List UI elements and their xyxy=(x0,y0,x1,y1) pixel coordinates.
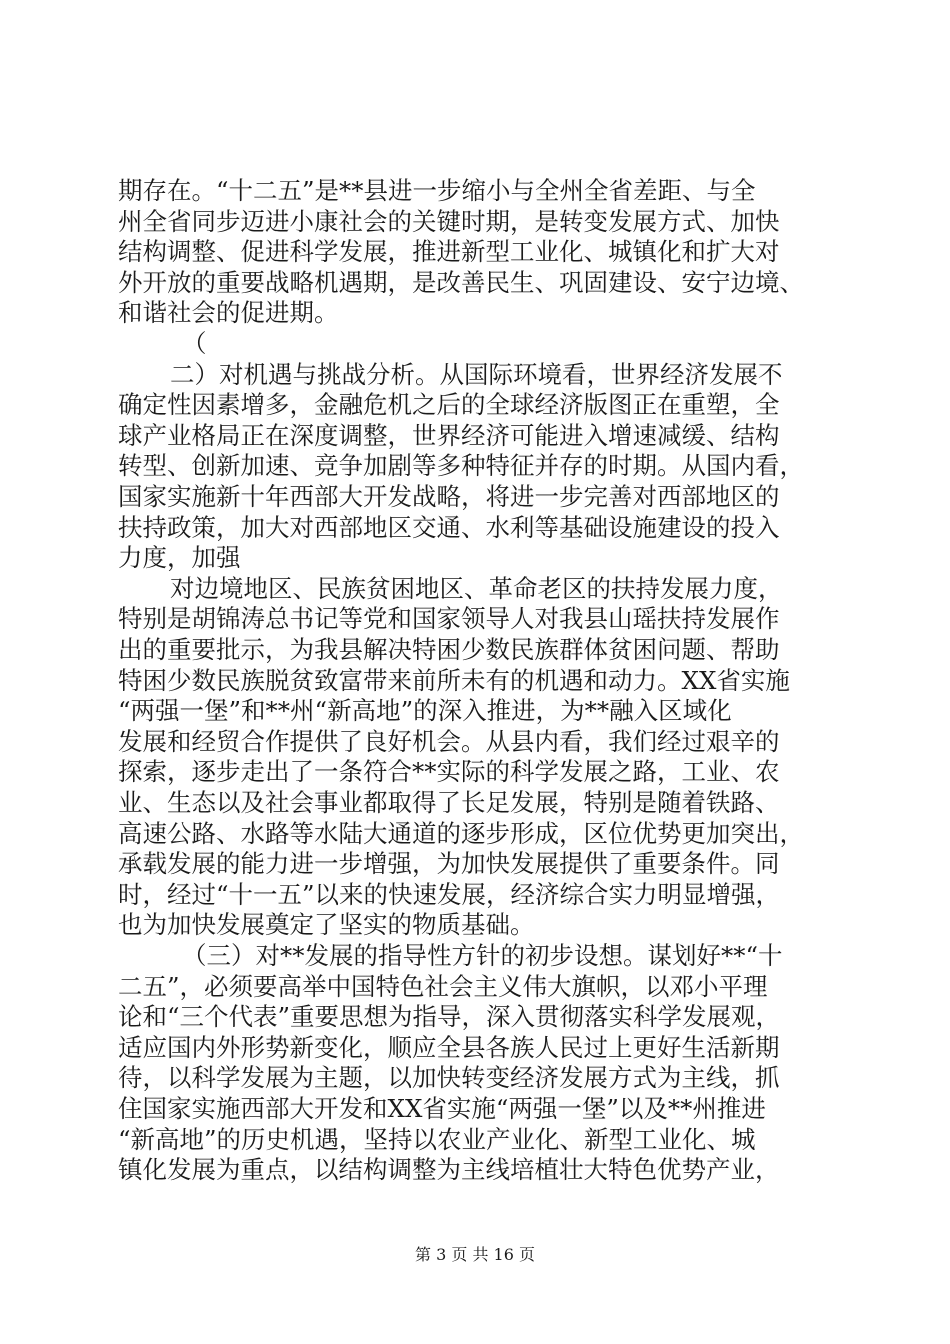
text-line: 外开放的重要战略机遇期，是改善民生、巩固建设、安宁边境、 xyxy=(118,268,804,297)
text-line: 承载发展的能力进一步增强，为加快发展提供了重要条件。同 xyxy=(118,849,780,878)
text-line: 对边境地区、民族贫困地区、革命老区的扶持发展力度， xyxy=(170,574,783,603)
text-line: 二五”，必须要高举中国特色社会主义伟大旗帜，以邓小平理 xyxy=(118,972,768,1001)
text-line: 力度，加强 xyxy=(118,543,241,572)
text-line: 论和“三个代表”重要思想为指导，深入贯彻落实科学发展观， xyxy=(118,1002,781,1031)
text-line: 州全省同步迈进小康社会的关键时期，是转变发展方式、加快 xyxy=(118,207,780,236)
text-line: “两强一堡”和**州“新高地”的深入推进，为**融入区域化 xyxy=(118,696,732,725)
text-line: 特别是胡锦涛总书记等党和国家领导人对我县山瑶扶持发展作 xyxy=(118,604,780,633)
text-line: 待，以科学发展为主题，以加快转变经济发展方式为主线，抓 xyxy=(118,1063,780,1092)
text-line: 二）对机遇与挑战分析。从国际环境看，世界经济发展不 xyxy=(170,360,783,389)
text-line: 适应国内外形势新变化，顺应全县各族人民过上更好生活新期 xyxy=(118,1033,780,1062)
text-line: 转型、创新加速、竞争加剧等多种特征并存的时期。从国内看， xyxy=(118,451,804,480)
text-line: 高速公路、水路等水陆大通道的逐步形成，区位优势更加突出， xyxy=(118,819,804,848)
text-line: 结构调整、促进科学发展，推进新型工业化、城镇化和扩大对 xyxy=(118,237,780,266)
text-line: 和谐社会的促进期。 xyxy=(118,298,339,327)
text-line: 特困少数民族脱贫致富带来前所未有的机遇和动力。XX省实施 xyxy=(118,666,790,695)
text-line: 发展和经贸合作提供了良好机会。从县内看，我们经过艰辛的 xyxy=(118,727,780,756)
text-line: “新高地”的历史机遇，坚持以农业产业化、新型工业化、城 xyxy=(118,1125,756,1154)
text-line: 确定性因素增多，金融危机之后的全球经济版图正在重塑，全 xyxy=(118,390,780,419)
text-line: 住国家实施西部大开发和XX省实施“两强一堡”以及**州推进 xyxy=(118,1094,766,1123)
text-line: （ xyxy=(182,329,207,358)
text-line: 业、生态以及社会事业都取得了长足发展，特别是随着铁路、 xyxy=(118,788,780,817)
text-line: 镇化发展为重点，以结构调整为主线培植壮大特色优势产业， xyxy=(118,1155,780,1184)
page-number-footer: 第 3 页 共 16 页 xyxy=(415,1245,535,1264)
text-line: 期存在。“十二五”是**县进一步缩小与全州全省差距、与全 xyxy=(118,176,756,205)
text-line: 探索，逐步走出了一条符合**实际的科学发展之路，工业、农 xyxy=(118,757,780,786)
text-line: 出的重要批示，为我县解决特困少数民族群体贫困问题、帮助 xyxy=(118,635,780,664)
text-line: （三）对**发展的指导性方针的初步设想。谋划好**“十 xyxy=(182,941,783,970)
text-line: 球产业格局正在深度调整，世界经济可能进入增速减缓、结构 xyxy=(118,421,780,450)
text-line: 扶持政策，加大对西部地区交通、水利等基础设施建设的投入 xyxy=(118,513,780,542)
text-line: 也为加快发展奠定了坚实的物质基础。 xyxy=(118,910,535,939)
text-line: 国家实施新十年西部大开发战略，将进一步完善对西部地区的 xyxy=(118,482,780,511)
text-line: 时，经过“十一五”以来的快速发展，经济综合实力明显增强， xyxy=(118,880,781,909)
